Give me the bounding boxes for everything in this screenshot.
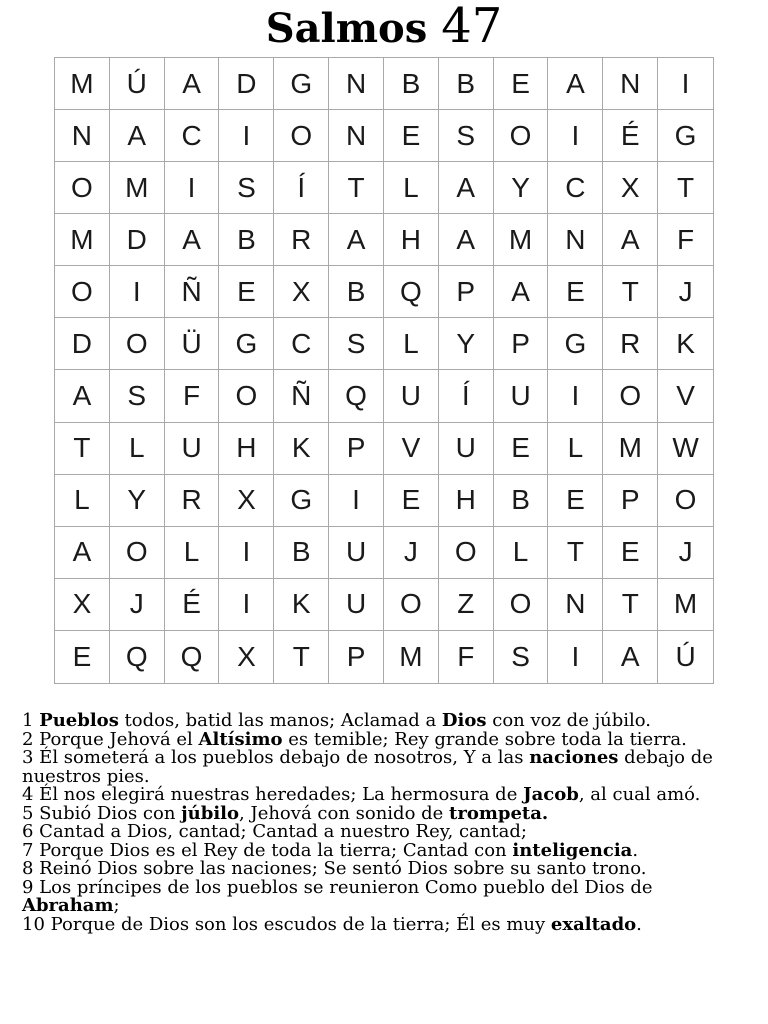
grid-letter: G — [658, 110, 713, 162]
grid-letter: Y — [439, 318, 494, 370]
grid-letter: M — [603, 423, 658, 475]
grid-letter: A — [548, 58, 603, 110]
grid-letter: O — [219, 370, 274, 422]
grid-letter: I — [110, 266, 165, 318]
grid-letter: Z — [439, 579, 494, 631]
grid-letter: X — [55, 579, 110, 631]
verse-line — [22, 876, 752, 916]
verse-text: todos, batid las manos; Aclamad a — [118, 710, 442, 731]
verse-line — [22, 913, 752, 935]
grid-letter: P — [603, 475, 658, 527]
grid-letter: I — [219, 527, 274, 579]
grid-letter: O — [494, 110, 549, 162]
verse-text: 4 Él nos elegirá nuestras heredades; La hermosura de — [22, 784, 524, 805]
grid-letter: I — [548, 370, 603, 422]
grid-letter: B — [219, 214, 274, 266]
grid-letter: A — [494, 266, 549, 318]
grid-letter: K — [658, 318, 713, 370]
grid-letter: A — [439, 214, 494, 266]
grid-letter: M — [494, 214, 549, 266]
grid-letter: U — [494, 370, 549, 422]
grid-letter: R — [603, 318, 658, 370]
grid-letter: O — [55, 266, 110, 318]
grid-letter: G — [548, 318, 603, 370]
title-text: Salmos — [265, 5, 428, 52]
grid-letter: A — [329, 214, 384, 266]
grid-letter: Í — [439, 370, 494, 422]
highlighted-word: Jacob — [523, 784, 579, 805]
highlighted-word: inteligencia — [512, 839, 633, 861]
grid-letter: A — [439, 162, 494, 214]
grid-letter: Q — [165, 631, 220, 683]
grid-letter: Q — [384, 266, 439, 318]
highlighted-word: naciones — [529, 747, 619, 768]
grid-letter: A — [165, 58, 220, 110]
grid-letter: B — [274, 527, 329, 579]
verse-text: 8 Reinó Dios sobre las naciones; Se sentó Dios sobre su santo trono. — [22, 858, 647, 879]
grid-letter: L — [165, 527, 220, 579]
grid-letter: P — [439, 266, 494, 318]
grid-letter: G — [274, 58, 329, 110]
grid-letter: I — [548, 631, 603, 683]
grid-letter: C — [548, 162, 603, 214]
grid-letter: V — [384, 423, 439, 475]
grid-letter: G — [219, 318, 274, 370]
grid-letter: M — [55, 214, 110, 266]
grid-letter: B — [439, 58, 494, 110]
grid-letter: C — [165, 110, 220, 162]
grid-letter: G — [274, 475, 329, 527]
grid-letter: K — [274, 579, 329, 631]
verse-text: , al cual amó. — [578, 784, 701, 805]
grid-letter: U — [165, 423, 220, 475]
title-number: 47 — [441, 0, 503, 54]
grid-letter: I — [548, 110, 603, 162]
verse-text: 6 Cantad a Dios, cantad; Cantad a nuestro Rey, cantad; — [22, 821, 527, 842]
grid-letter: E — [548, 475, 603, 527]
grid-letter: T — [658, 162, 713, 214]
grid-letter: A — [55, 527, 110, 579]
grid-letter: S — [329, 318, 384, 370]
grid-letter: F — [658, 214, 713, 266]
highlighted-word: Altísimo — [198, 728, 283, 750]
grid-letter: O — [384, 579, 439, 631]
grid-letter: T — [603, 266, 658, 318]
grid-letter: O — [55, 162, 110, 214]
grid-letter: M — [658, 579, 713, 631]
grid-letter: E — [603, 527, 658, 579]
verse-text: 1 — [22, 710, 40, 731]
grid-letter: E — [494, 58, 549, 110]
grid-letter: P — [329, 423, 384, 475]
grid-letter: R — [165, 475, 220, 527]
grid-letter: W — [658, 423, 713, 475]
grid-letter: J — [110, 579, 165, 631]
grid-letter: Í — [274, 162, 329, 214]
grid-letter: T — [274, 631, 329, 683]
verse-text: 7 Porque Dios es el Rey de toda la tierra; Cantad con — [22, 839, 513, 861]
grid-letter: X — [274, 266, 329, 318]
grid-letter: A — [165, 214, 220, 266]
grid-letter: H — [219, 423, 274, 475]
grid-letter: L — [548, 423, 603, 475]
grid-letter: A — [603, 631, 658, 683]
highlighted-word: exaltado — [550, 913, 637, 935]
grid-letter: Q — [329, 370, 384, 422]
grid-letter: F — [165, 370, 220, 422]
verse-text: es temible; Rey grande sobre toda la tierra. — [282, 728, 687, 750]
grid-letter: O — [603, 370, 658, 422]
grid-letter: N — [55, 110, 110, 162]
grid-letter: M — [110, 162, 165, 214]
grid-letter: O — [439, 527, 494, 579]
grid-letter: J — [384, 527, 439, 579]
grid-letter: M — [384, 631, 439, 683]
grid-letter: S — [110, 370, 165, 422]
grid-letter: Ü — [165, 318, 220, 370]
grid-letter: Y — [110, 475, 165, 527]
grid-letter: J — [658, 266, 713, 318]
verse-text: ; — [113, 895, 120, 916]
grid-letter: E — [219, 266, 274, 318]
grid-letter: E — [55, 631, 110, 683]
grid-letter: S — [219, 162, 274, 214]
highlighted-word: trompeta. — [449, 802, 549, 824]
verse-text: 9 Los príncipes de los pueblos se reunieron Como pueblo del Dios de — [22, 876, 653, 898]
grid-letter: O — [274, 110, 329, 162]
grid-letter: N — [548, 214, 603, 266]
grid-letter: B — [494, 475, 549, 527]
highlighted-word: Dios — [441, 710, 487, 731]
grid-letter: J — [658, 527, 713, 579]
grid-letter: Y — [494, 162, 549, 214]
grid-letter: I — [219, 579, 274, 631]
verse-text: . — [636, 913, 642, 935]
grid-letter: X — [219, 631, 274, 683]
grid-letter: É — [165, 579, 220, 631]
grid-letter: I — [658, 58, 713, 110]
grid-letter: Ñ — [165, 266, 220, 318]
page-title — [0, 0, 768, 56]
verse-text: con voz de júbilo. — [486, 710, 652, 731]
grid-letter: L — [384, 162, 439, 214]
verse-text: . — [632, 839, 639, 861]
grid-letter: N — [603, 58, 658, 110]
highlighted-word: Abraham — [22, 895, 114, 916]
verse-text: 10 Porque de Dios son los escudos de la tierra; Él es muy — [22, 913, 551, 935]
grid-letter: R — [274, 214, 329, 266]
grid-letter: P — [329, 631, 384, 683]
grid-letter: A — [55, 370, 110, 422]
grid-letter: Ú — [110, 58, 165, 110]
verse-list — [22, 712, 752, 934]
grid-letter: Ú — [675, 640, 696, 672]
grid-letter: H — [439, 475, 494, 527]
grid-letter: X — [603, 162, 658, 214]
grid-letter: B — [384, 58, 439, 110]
grid-letter: A — [110, 110, 165, 162]
grid-letter: H — [384, 214, 439, 266]
grid-letter: S — [494, 631, 549, 683]
grid-letter: U — [329, 579, 384, 631]
grid-letter: S — [439, 110, 494, 162]
verse-text: 2 Porque Jehová el — [22, 728, 199, 750]
grid-letter: O — [110, 318, 165, 370]
word-search-grid — [54, 57, 714, 684]
grid-letter: E — [494, 423, 549, 475]
grid-letter: I — [329, 475, 384, 527]
grid-letter: E — [384, 475, 439, 527]
grid-letter: U — [329, 527, 384, 579]
grid-letter: T — [55, 423, 110, 475]
grid-letter: U — [384, 370, 439, 422]
grid-letter: X — [219, 475, 274, 527]
grid-letter: I — [219, 110, 274, 162]
grid-letter: P — [494, 318, 549, 370]
verse-text: 5 Subió Dios con — [22, 802, 182, 824]
grid-letter: N — [329, 110, 384, 162]
grid-letter: T — [603, 579, 658, 631]
grid-letter: C — [274, 318, 329, 370]
grid-letter: F — [439, 631, 494, 683]
grid-letter: O — [110, 527, 165, 579]
grid-letter: I — [165, 162, 220, 214]
grid-letter: N — [329, 58, 384, 110]
verse-text: 3 Él someterá a los pueblos debajo de nosotros, Y a las — [22, 747, 530, 768]
highlighted-word: júbilo — [181, 802, 240, 824]
grid-letter: D — [219, 58, 274, 110]
verse-line — [22, 749, 752, 786]
grid-letter: V — [658, 370, 713, 422]
grid-letter: Q — [110, 631, 165, 683]
grid-letter: L — [494, 527, 549, 579]
verse-text: , Jehová con sonido de — [239, 802, 450, 824]
grid-letter: D — [110, 214, 165, 266]
grid-letter: O — [658, 475, 713, 527]
grid-letter: E — [548, 266, 603, 318]
highlighted-word: Pueblos — [39, 710, 119, 731]
grid-letter: T — [548, 527, 603, 579]
grid-letter: T — [329, 162, 384, 214]
grid-letter: É — [603, 110, 658, 162]
grid-letter: L — [55, 475, 110, 527]
grid-letter: U — [439, 423, 494, 475]
grid-letter: M — [55, 58, 110, 110]
grid-letter: L — [384, 318, 439, 370]
grid-letter: O — [494, 579, 549, 631]
grid-letter: L — [110, 423, 165, 475]
grid-letter: N — [548, 579, 603, 631]
grid-letter: B — [329, 266, 384, 318]
grid-letter: A — [603, 214, 658, 266]
grid-letter: E — [384, 110, 439, 162]
grid-letter: Ñ — [274, 370, 329, 422]
verse-text: debajo de nuestros pies. — [22, 747, 713, 787]
grid-letter: D — [55, 318, 110, 370]
grid-letter: K — [274, 423, 329, 475]
